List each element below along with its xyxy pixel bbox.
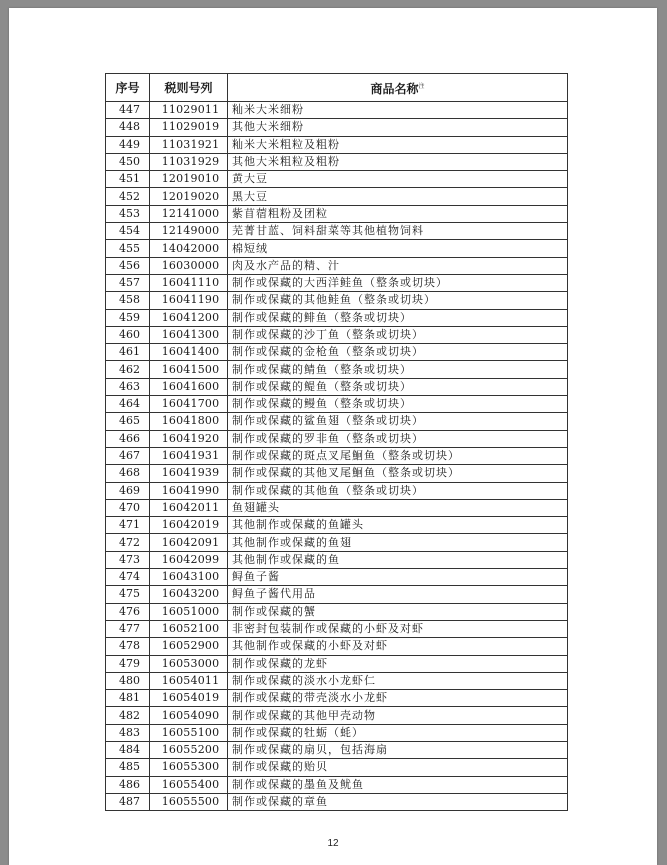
table-row	[106, 205, 568, 222]
table-row	[106, 344, 568, 361]
table-row	[106, 326, 568, 343]
table-row	[106, 724, 568, 741]
row-product-name: 制作或保藏的罗非鱼（整条或切块）	[228, 430, 568, 447]
row-serial-number: 478	[106, 638, 150, 655]
row-product-name: 其他大米细粉	[228, 119, 568, 136]
row-product-name: 黄大豆	[228, 171, 568, 188]
row-product-name: 其他制作或保藏的小虾及对虾	[228, 638, 568, 655]
row-tariff-code: 16054090	[150, 707, 228, 724]
row-serial-number: 461	[106, 344, 150, 361]
row-serial-number: 465	[106, 413, 150, 430]
row-serial-number: 479	[106, 655, 150, 672]
row-tariff-code: 16041800	[150, 413, 228, 430]
row-product-name: 其他制作或保藏的鱼	[228, 551, 568, 568]
row-serial-number: 477	[106, 620, 150, 637]
row-tariff-code: 14042000	[150, 240, 228, 257]
table-row	[106, 690, 568, 707]
row-serial-number: 481	[106, 690, 150, 707]
table-row	[106, 603, 568, 620]
row-product-name: 制作或保藏的鲨鱼翅（整条或切块）	[228, 413, 568, 430]
row-tariff-code: 16041700	[150, 396, 228, 413]
row-serial-number: 470	[106, 499, 150, 516]
row-product-name: 鱼翅罐头	[228, 499, 568, 516]
table-row	[106, 482, 568, 499]
row-product-name: 制作或保藏的章鱼	[228, 793, 568, 810]
row-tariff-code: 16055100	[150, 724, 228, 741]
header-serial-number: 序号	[106, 74, 150, 102]
row-serial-number: 480	[106, 672, 150, 689]
row-tariff-code: 16041300	[150, 326, 228, 343]
row-tariff-code: 16042099	[150, 551, 228, 568]
row-product-name: 制作或保藏的沙丁鱼（整条或切块）	[228, 326, 568, 343]
table-header-row	[106, 74, 568, 102]
row-tariff-code: 12149000	[150, 223, 228, 240]
row-serial-number: 483	[106, 724, 150, 741]
header-product-name	[228, 74, 568, 102]
table-row	[106, 292, 568, 309]
table-row	[106, 188, 568, 205]
table-row	[106, 741, 568, 758]
row-serial-number: 453	[106, 205, 150, 222]
row-serial-number: 469	[106, 482, 150, 499]
table-row	[106, 759, 568, 776]
row-serial-number: 450	[106, 153, 150, 170]
row-serial-number: 466	[106, 430, 150, 447]
row-tariff-code: 11029019	[150, 119, 228, 136]
row-serial-number: 451	[106, 171, 150, 188]
table-row	[106, 361, 568, 378]
row-tariff-code: 11029011	[150, 102, 228, 119]
row-tariff-code: 16055400	[150, 776, 228, 793]
row-product-name: 制作或保藏的蟹	[228, 603, 568, 620]
row-serial-number: 447	[106, 102, 150, 119]
row-product-name: 制作或保藏的其他鱼（整条或切块）	[228, 482, 568, 499]
row-tariff-code: 16041200	[150, 309, 228, 326]
row-tariff-code: 16054011	[150, 672, 228, 689]
row-product-name: 制作或保藏的墨鱼及鱿鱼	[228, 776, 568, 793]
row-serial-number: 484	[106, 741, 150, 758]
row-tariff-code: 16042091	[150, 534, 228, 551]
table-row	[106, 102, 568, 119]
page-number: 12	[327, 838, 339, 849]
table-row	[106, 430, 568, 447]
table-row	[106, 171, 568, 188]
row-serial-number: 456	[106, 257, 150, 274]
row-product-name: 制作或保藏的金枪鱼（整条或切块）	[228, 344, 568, 361]
row-serial-number: 485	[106, 759, 150, 776]
row-serial-number: 449	[106, 136, 150, 153]
row-tariff-code: 16051000	[150, 603, 228, 620]
table-row	[106, 413, 568, 430]
row-product-name: 肉及水产品的精、汁	[228, 257, 568, 274]
row-product-name: 鲟鱼子酱	[228, 569, 568, 586]
table-row	[106, 274, 568, 291]
table-row	[106, 378, 568, 395]
table-row	[106, 551, 568, 568]
row-serial-number: 460	[106, 326, 150, 343]
row-tariff-code: 16043200	[150, 586, 228, 603]
row-tariff-code: 16055500	[150, 793, 228, 810]
table-row	[106, 517, 568, 534]
row-product-name: 其他制作或保藏的鱼翅	[228, 534, 568, 551]
row-product-name: 制作或保藏的牡蛎（蚝）	[228, 724, 568, 741]
row-serial-number: 452	[106, 188, 150, 205]
row-product-name: 制作或保藏的扇贝，包括海扇	[228, 741, 568, 758]
row-serial-number: 457	[106, 274, 150, 291]
table-row	[106, 707, 568, 724]
row-product-name: 制作或保藏的鳗鱼（整条或切块）	[228, 396, 568, 413]
row-product-name: 制作或保藏的鲱鱼（整条或切块）	[228, 309, 568, 326]
row-tariff-code: 16041600	[150, 378, 228, 395]
row-product-name: 其他制作或保藏的鱼罐头	[228, 517, 568, 534]
row-product-name: 籼米大米粗粒及粗粉	[228, 136, 568, 153]
table-row	[106, 569, 568, 586]
row-serial-number: 473	[106, 551, 150, 568]
row-serial-number: 455	[106, 240, 150, 257]
row-product-name: 籼米大米细粉	[228, 102, 568, 119]
table-row	[106, 534, 568, 551]
table-row	[106, 309, 568, 326]
row-product-name: 棉短绒	[228, 240, 568, 257]
row-tariff-code: 16055200	[150, 741, 228, 758]
row-serial-number: 486	[106, 776, 150, 793]
row-tariff-code: 16041920	[150, 430, 228, 447]
row-tariff-code: 16041931	[150, 447, 228, 464]
row-product-name: 制作或保藏的淡水小龙虾仁	[228, 672, 568, 689]
row-serial-number: 468	[106, 465, 150, 482]
row-product-name: 制作或保藏的其他甲壳动物	[228, 707, 568, 724]
table-row	[106, 396, 568, 413]
row-serial-number: 464	[106, 396, 150, 413]
row-product-name: 黑大豆	[228, 188, 568, 205]
table-body	[106, 102, 568, 811]
row-tariff-code: 12019010	[150, 171, 228, 188]
row-tariff-code: 16030000	[150, 257, 228, 274]
row-serial-number: 458	[106, 292, 150, 309]
row-product-name: 制作或保藏的其他叉尾鮰鱼（整条或切块）	[228, 465, 568, 482]
row-serial-number: 448	[106, 119, 150, 136]
row-serial-number: 471	[106, 517, 150, 534]
row-tariff-code: 12141000	[150, 205, 228, 222]
row-tariff-code: 16041190	[150, 292, 228, 309]
row-product-name: 制作或保藏的斑点叉尾鮰鱼（整条或切块）	[228, 447, 568, 464]
row-tariff-code: 16042019	[150, 517, 228, 534]
header-tariff-code: 税则号列	[150, 74, 228, 102]
row-tariff-code: 16055300	[150, 759, 228, 776]
table-row	[106, 153, 568, 170]
row-serial-number: 467	[106, 447, 150, 464]
row-product-name: 制作或保藏的大西洋鲑鱼（整条或切块）	[228, 274, 568, 291]
table-row	[106, 223, 568, 240]
row-tariff-code: 16053000	[150, 655, 228, 672]
header-product-name-label: 商品名称	[370, 81, 419, 96]
row-product-name: 其他大米粗粒及粗粉	[228, 153, 568, 170]
row-tariff-code: 16041110	[150, 274, 228, 291]
table-row	[106, 620, 568, 637]
row-tariff-code: 16042011	[150, 499, 228, 516]
header-note-mark: 注	[418, 82, 425, 90]
row-tariff-code: 16052100	[150, 620, 228, 637]
row-serial-number: 474	[106, 569, 150, 586]
row-serial-number: 482	[106, 707, 150, 724]
row-product-name: 制作或保藏的鳀鱼（整条或切块）	[228, 378, 568, 395]
row-tariff-code: 11031929	[150, 153, 228, 170]
row-product-name: 紫苜蓿粗粉及团粒	[228, 205, 568, 222]
table-row	[106, 257, 568, 274]
row-serial-number: 476	[106, 603, 150, 620]
table-row	[106, 136, 568, 153]
table-row	[106, 672, 568, 689]
row-tariff-code: 16041990	[150, 482, 228, 499]
document-page	[9, 8, 657, 865]
table-row	[106, 119, 568, 136]
tariff-table	[105, 73, 568, 811]
row-serial-number: 487	[106, 793, 150, 810]
row-tariff-code: 12019020	[150, 188, 228, 205]
row-product-name: 芜菁甘蓝、饲料甜菜等其他植物饲料	[228, 223, 568, 240]
row-product-name: 鲟鱼子酱代用品	[228, 586, 568, 603]
row-serial-number: 459	[106, 309, 150, 326]
table-row	[106, 638, 568, 655]
row-product-name: 制作或保藏的其他鲑鱼（整条或切块）	[228, 292, 568, 309]
row-serial-number: 472	[106, 534, 150, 551]
row-tariff-code: 16041939	[150, 465, 228, 482]
table-row	[106, 240, 568, 257]
row-product-name: 制作或保藏的带壳淡水小龙虾	[228, 690, 568, 707]
row-tariff-code: 16041500	[150, 361, 228, 378]
row-serial-number: 462	[106, 361, 150, 378]
row-serial-number: 454	[106, 223, 150, 240]
row-tariff-code: 16043100	[150, 569, 228, 586]
row-serial-number: 475	[106, 586, 150, 603]
row-tariff-code: 16052900	[150, 638, 228, 655]
row-tariff-code: 16041400	[150, 344, 228, 361]
row-product-name: 制作或保藏的龙虾	[228, 655, 568, 672]
table-row	[106, 499, 568, 516]
row-product-name: 制作或保藏的鲭鱼（整条或切块）	[228, 361, 568, 378]
row-tariff-code: 16054019	[150, 690, 228, 707]
table-row	[106, 447, 568, 464]
row-tariff-code: 11031921	[150, 136, 228, 153]
table-row	[106, 586, 568, 603]
row-product-name: 非密封包装制作或保藏的小虾及对虾	[228, 620, 568, 637]
row-product-name: 制作或保藏的贻贝	[228, 759, 568, 776]
row-serial-number: 463	[106, 378, 150, 395]
table-row	[106, 793, 568, 810]
table-row	[106, 776, 568, 793]
table-row	[106, 655, 568, 672]
table-row	[106, 465, 568, 482]
